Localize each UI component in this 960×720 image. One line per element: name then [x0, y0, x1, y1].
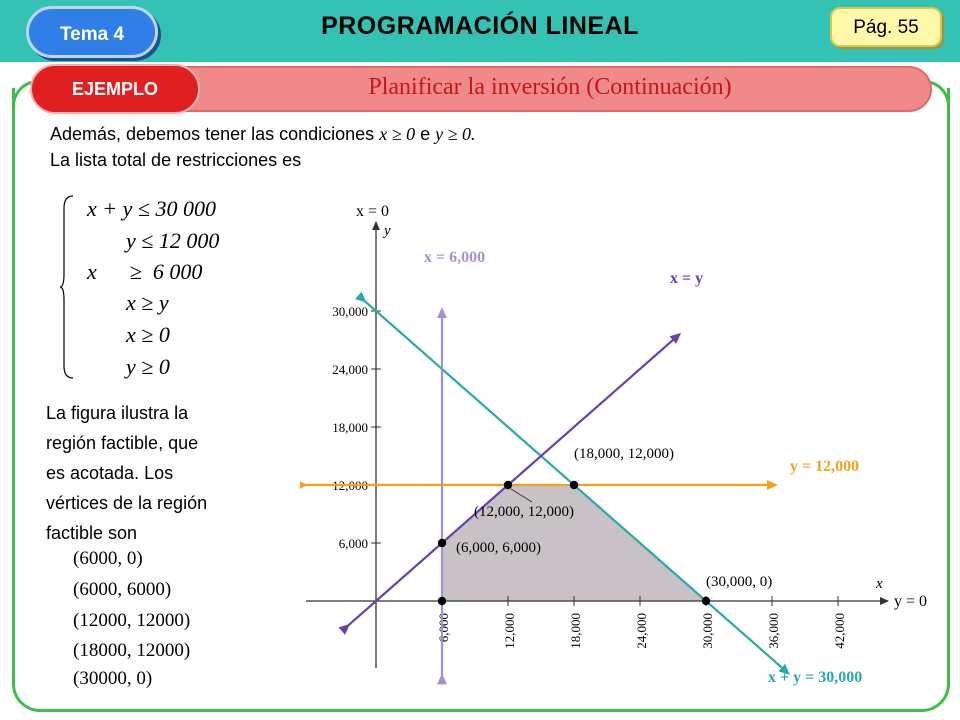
condition-y: y ≥ 0.: [435, 124, 476, 144]
x-tick-label: 30,000: [700, 613, 715, 649]
constraint-5: x ≥ 0: [126, 322, 170, 347]
feasible-region-chart: [300, 190, 950, 702]
constraint-3: x ≥ 6 000: [87, 259, 203, 284]
page-title: PROGRAMACIÓN LINEAL: [321, 12, 639, 40]
conjunction: e: [420, 124, 431, 144]
y-tick-label: 24,000: [332, 362, 368, 377]
y-axis-equation: x = 0: [356, 203, 390, 220]
figure-line: vértices de la región: [46, 493, 208, 513]
x-tick-label: 36,000: [766, 613, 781, 649]
intro-line-1: [50, 122, 476, 147]
vertex-point: [504, 481, 512, 489]
figure-line: región factible, que: [46, 433, 199, 453]
y-tick-label: 12,000: [332, 478, 368, 493]
vertex-1: (6000, 0): [73, 548, 143, 569]
line-label-x-plus-y: x + y = 30,000: [768, 669, 863, 686]
x-tick-label: 18,000: [568, 613, 583, 649]
vertex-2: (6000, 6000): [73, 579, 172, 600]
x-tick-label: 12,000: [502, 613, 517, 649]
condition-x: x ≥ 0: [379, 124, 416, 144]
figure-description: [46, 398, 276, 548]
constraint-1: x + y ≤ 30 000: [87, 196, 216, 221]
y-tick-label: 18,000: [332, 420, 368, 435]
x-axis-equation: y = 0: [894, 593, 928, 610]
vertex-point: [570, 481, 578, 489]
line-label-x-equals-y: x = y: [670, 270, 704, 287]
tema-badge: Tema 4: [26, 6, 158, 58]
system-brace: [60, 194, 74, 380]
vertex-point: [702, 597, 710, 605]
vertex-4: (18000, 12000): [73, 640, 191, 661]
section-title: Planificar la inversión (Continuación): [368, 74, 732, 100]
y-axis-label: y: [384, 223, 391, 239]
ejemplo-badge: EJEMPLO: [30, 64, 200, 114]
x-tick-label: 24,000: [634, 613, 649, 649]
page-number-badge: Pág. 55: [830, 7, 942, 47]
vertex-label: (18,000, 12,000): [574, 446, 674, 462]
line-label-y-equals-12000: y = 12,000: [790, 458, 860, 475]
x-tick-label: 42,000: [832, 613, 847, 649]
intro-text: Además, debemos tener las condiciones: [50, 124, 375, 144]
intro-line-2: La lista total de restricciones es: [50, 150, 302, 170]
vertex-label: (6,000, 6,000): [456, 540, 541, 556]
line-label-x-equals-6000: x = 6,000: [424, 249, 486, 266]
figure-line: La figura ilustra la: [46, 403, 189, 423]
constraint-4: x ≥ y: [126, 290, 169, 315]
constraint-6: y ≥ 0: [126, 354, 170, 379]
y-tick-label: 6,000: [338, 536, 368, 551]
figure-line: es acotada. Los: [46, 463, 174, 483]
x-axis-label: x: [876, 576, 883, 592]
vertex-point: [438, 539, 446, 547]
x-tick-label: 6,000: [436, 613, 451, 643]
vertex-3: (12000, 12000): [73, 610, 191, 631]
vertex-point: [438, 597, 446, 605]
figure-line: factible son: [46, 523, 138, 543]
vertex-label: (30,000, 0): [706, 574, 773, 590]
constraint-2: y ≤ 12 000: [126, 228, 220, 253]
y-tick-label: 30,000: [332, 304, 368, 319]
vertex-label: (12,000, 12,000): [474, 504, 574, 520]
vertex-5: (30000, 0): [73, 668, 153, 689]
